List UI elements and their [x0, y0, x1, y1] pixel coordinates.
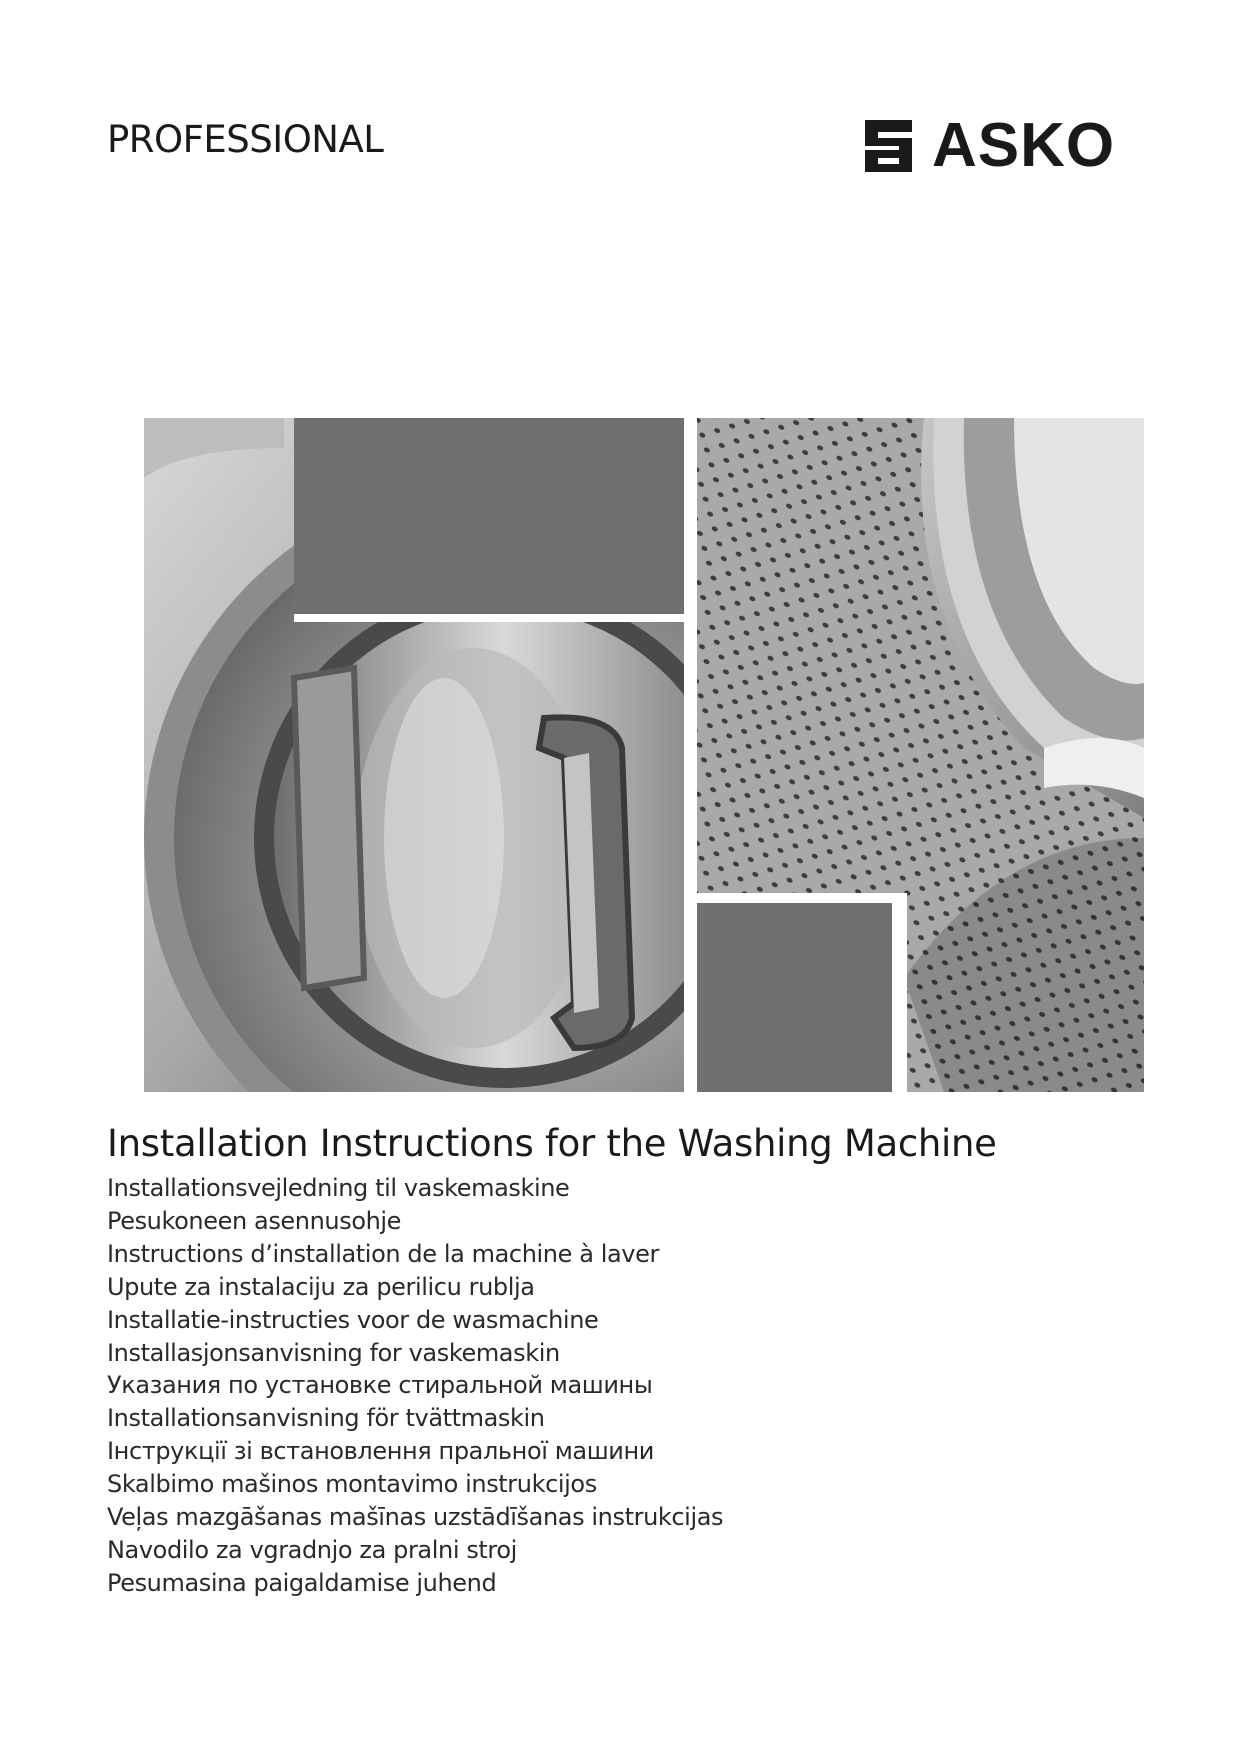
- list-item: Pesukoneen asennusohje: [107, 1206, 402, 1235]
- cover-photo-collage: [144, 418, 1144, 1092]
- list-item: Navodilo za vgradnjo za pralni stroj: [107, 1535, 517, 1564]
- list-item: Installationsvejledning til vaskemaskine: [107, 1174, 570, 1202]
- list-item: Installationsanvisning för tvättmaskin: [107, 1404, 545, 1433]
- gray-panel-bottom: [697, 903, 892, 1092]
- logo-wordmark: ASKO: [932, 111, 1116, 180]
- collage-divider: [685, 418, 697, 1092]
- list-item: Veļas mazgāšanas mašīnas uzstādīšanas instrukcijas: [107, 1503, 724, 1532]
- product-line-label: PROFESSIONAL: [107, 118, 384, 161]
- asko-logo: [861, 111, 1116, 180]
- asko-mark-icon: [861, 120, 916, 172]
- gray-panel-top: [294, 418, 684, 614]
- list-item: Указания по установке стиральной машины: [107, 1371, 653, 1400]
- list-item: Інструкції зі встановлення пральної машини: [107, 1437, 654, 1466]
- list-item: Skalbimo mašinos montavimo instrukcijos: [107, 1470, 597, 1499]
- translated-titles-list: [107, 1172, 723, 1600]
- list-item: Installasjonsanvisning for vaskemaskin: [107, 1338, 560, 1367]
- list-item: Pesumasina paigaldamise juhend: [107, 1568, 497, 1597]
- list-item: Installatie-instructies voor de wasmachine: [107, 1305, 599, 1334]
- list-item: Upute za instalaciju za perilicu rublja: [107, 1272, 535, 1301]
- list-item: Instructions d’installation de la machine à laver: [107, 1239, 659, 1268]
- document-title: Installation Instructions for the Washing Machine: [107, 1122, 997, 1165]
